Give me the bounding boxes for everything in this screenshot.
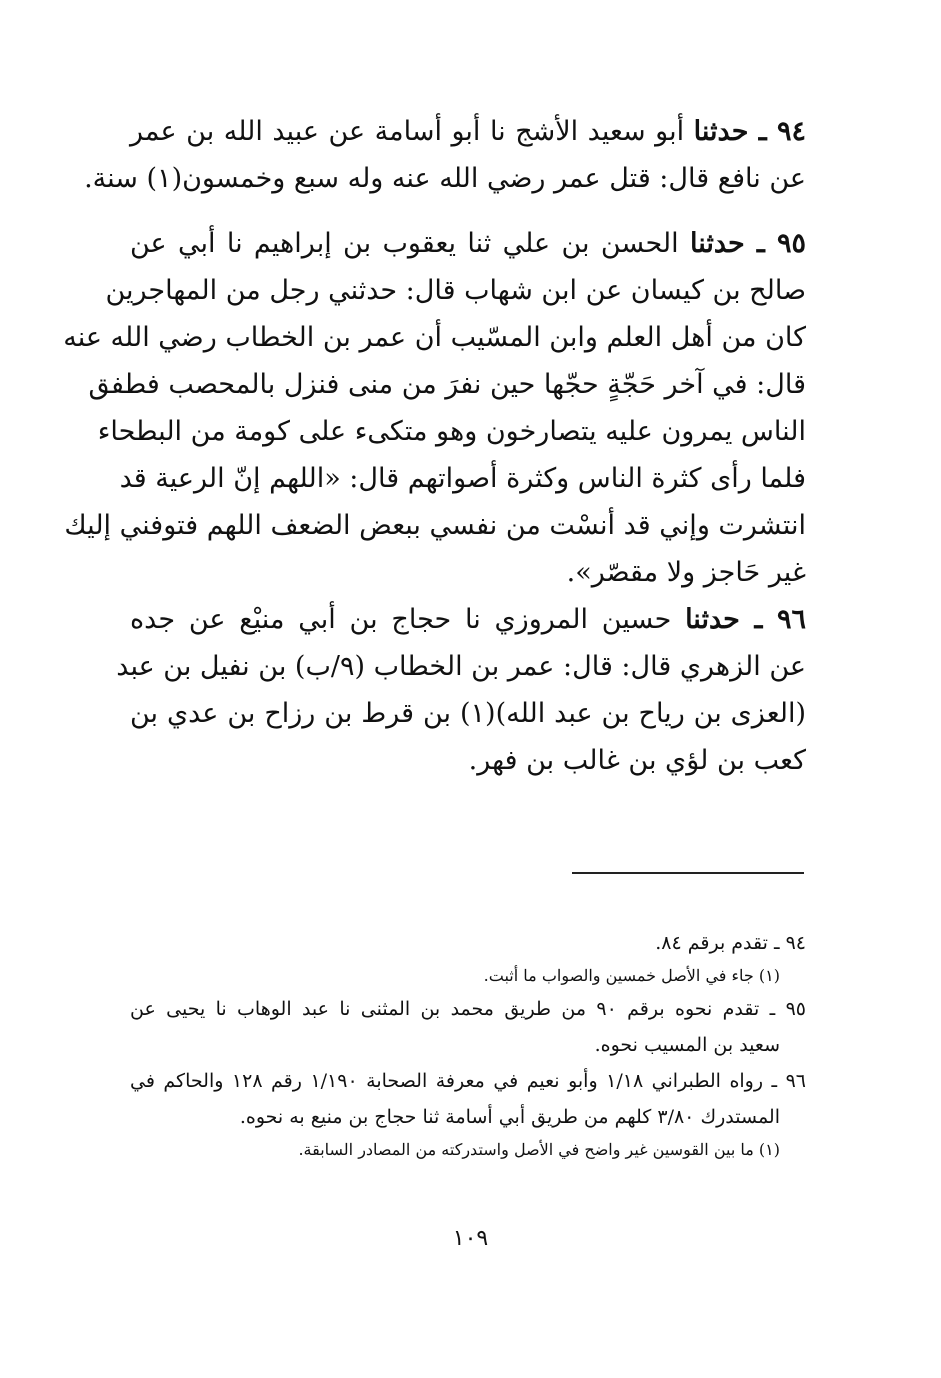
text-line: عن نافع قال: قتل عمر رضي الله عنه وله سبع وخمسون(١) سنة. [84,163,806,194]
footnote-line: (١) جاء في الأصل خمسين والصواب ما أثبت. [483,966,780,985]
hadith-heading: ٩٥ ـ حدثنا [690,228,806,259]
footnotes [130,925,806,1165]
footnote-line: سعيد بن المسيب نحوه. [594,1034,780,1056]
text-line: الناس يمرون عليه يتصارخون وهو متكىء على كومة من البطحاء [97,416,806,447]
text-line: كعب بن لؤي بن غالب بن فهر. [468,745,806,776]
text-line: (العزى بن رياح بن عبد الله)(١) بن قرط بن رزاح بن عدي بن [130,698,806,729]
footnote-line: (١) ما بين القوسين غير واضح في الأصل واستدركته من المصادر السابقة. [298,1140,780,1159]
text-line: انتشرت وإني قد أنسْت من نفسي ببعض الضعف اللهم فتوفني إليك [64,510,806,541]
footnote-line: ٩٥ ـ تقدم نحوه برقم ٩٠ من طريق محمد بن المثنى نا عبد الوهاب نا يحيى عن [130,998,806,1020]
text-line: ٩٤ ـ حدثنا أبو سعيد الأشج نا أبو أسامة عن عبيد الله بن عمر [130,116,807,147]
text-line: كان من أهل العلم وابن المسّيب أن عمر بن الخطاب رضي الله عنه [63,322,806,353]
text-line: ٩٥ ـ حدثنا الحسن بن علي ثنا يعقوب بن إبراهيم نا أبي عن [130,228,806,259]
footnote-line: ٩٦ ـ رواه الطبراني ١/١٨ وأبو نعيم في معرفة الصحابة ١/١٩٠ رقم ١٢٨ والحاكم في [130,1070,807,1092]
text-line: عن الزهري قال: قال: عمر بن الخطاب (٩/ب) بن نفيل بن عبد [116,651,806,682]
footnote-line: ٩٤ ـ تقدم برقم ٨٤. [655,932,806,954]
footnote-line: المستدرك ٣/٨٠ كلهم من طريق أبي أسامة ثنا حجاج بن منيع به نحوه. [239,1106,780,1128]
text-line: غير حَاجز ولا مقصّر». [566,557,806,588]
footnote-separator [572,872,804,874]
hadith-heading: ٩٦ ـ حدثنا [685,604,806,635]
text-line: صالح بن كيسان عن ابن شهاب قال: حدثني رجل من المهاجرين [105,275,806,306]
page-number: ١٠٩ [452,1226,489,1251]
text-line: قال: في آخر حَجّةٍ حجّها حين نفرَ من منى فنزل بالمحصب فطفق [88,369,806,400]
hadith-heading: ٩٤ ـ حدثنا [693,116,807,147]
text-line: فلما رأى كثرة الناس وكثرة أصواتهم قال: «اللهم إنّ الرعية قد [119,463,806,494]
main-text [63,108,807,784]
text-line: ٩٦ ـ حدثنا حسين المروزي نا حجاج بن أبي منيْع عن جده [130,604,806,635]
